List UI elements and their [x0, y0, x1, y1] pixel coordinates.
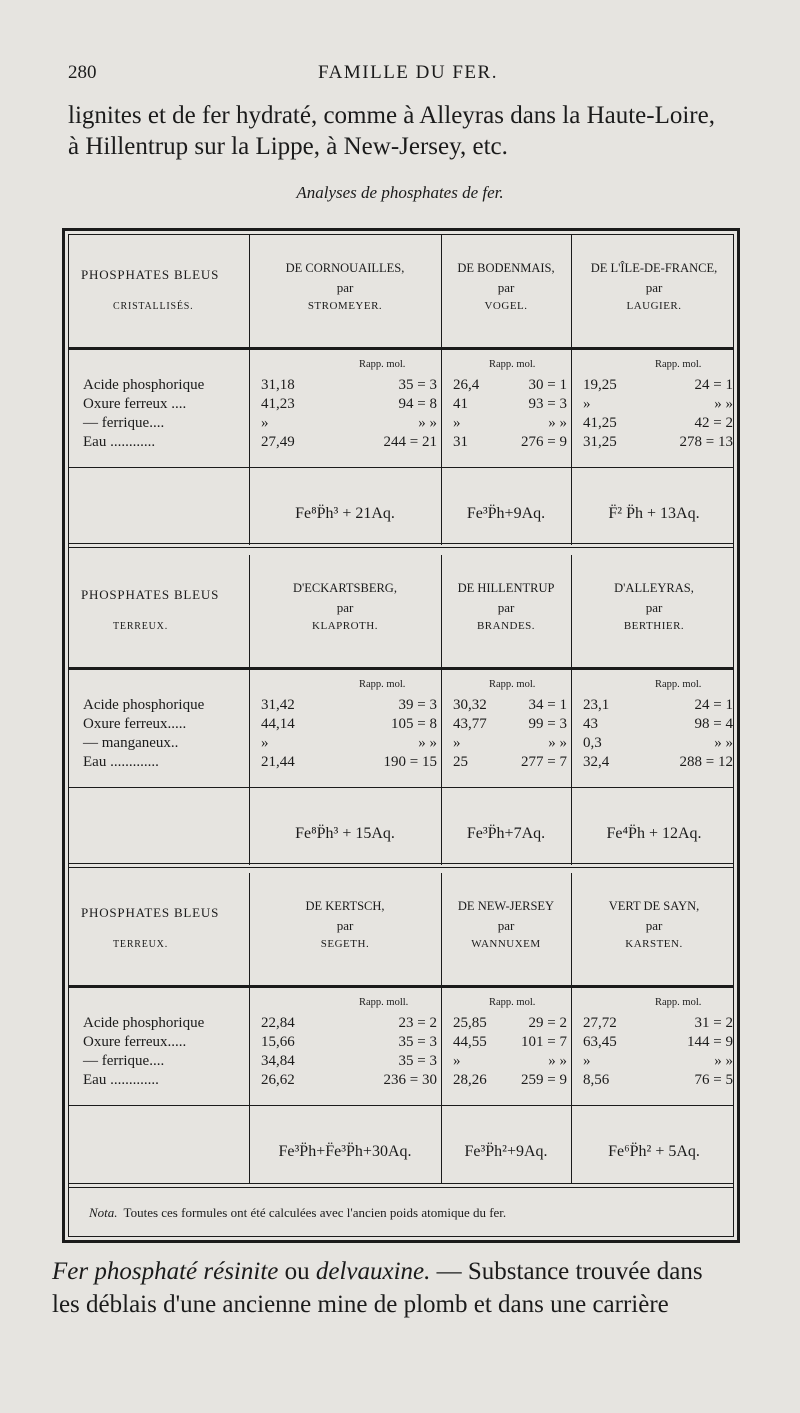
molecular-ratio: 101 = 7 — [521, 1034, 567, 1050]
molecular-ratio: 144 = 9 — [687, 1034, 733, 1050]
analysis-value: 27,72 — [583, 1015, 617, 1031]
analyses-table — [62, 228, 740, 1243]
analysis-value: 8,56 — [583, 1072, 610, 1088]
analysis-value: 25 — [453, 754, 468, 770]
analysis-value: 41 — [453, 396, 468, 412]
locality-header — [571, 259, 737, 316]
rapp-mol-header: Rapp. mol. — [489, 679, 536, 690]
analysis-value: 31,25 — [583, 434, 617, 450]
block-heading: PHOSPHATES BLEUS — [81, 267, 220, 282]
analysis-value: » — [453, 735, 461, 751]
molecular-ratio: 236 = 30 — [383, 1072, 437, 1088]
analysis-value: 22,84 — [261, 1015, 295, 1031]
analysis-value: » — [261, 415, 269, 431]
molecular-ratio: 276 = 9 — [521, 434, 567, 450]
table-block — [69, 235, 733, 545]
block-heading: PHOSPHATES BLEUS — [81, 905, 220, 920]
analyst-name: WANNUXEM — [471, 938, 541, 950]
analyst-name: BERTHIER. — [623, 620, 685, 632]
running-header — [68, 62, 740, 88]
analysis-value: 44,14 — [261, 716, 295, 732]
analyst-name: BRANDES. — [476, 620, 536, 632]
molecular-ratio: » » — [548, 735, 567, 751]
analysis-value: 32,4 — [583, 754, 610, 770]
molecular-ratio: » » — [714, 1053, 733, 1069]
block-heading: PHOSPHATES BLEUS — [81, 587, 220, 602]
formula: Fe⁸P̈h³ + 21Aq. — [295, 505, 395, 522]
row-label: Oxure ferreux .... — [83, 396, 187, 412]
molecular-ratio: » » — [418, 735, 437, 751]
molecular-ratio: 278 = 13 — [679, 434, 733, 450]
formula: F̈² P̈h + 13Aq. — [608, 505, 700, 522]
analysis-value: » — [583, 1053, 591, 1069]
molecular-ratio: 35 = 3 — [398, 377, 437, 393]
molecular-ratio: 29 = 2 — [528, 1015, 567, 1031]
formula: Fe⁴P̈h + 12Aq. — [606, 825, 702, 842]
analysis-value: 41,25 — [583, 415, 617, 431]
locality-name: DE BODENMAIS, — [457, 261, 555, 275]
conjunction: ou — [278, 1258, 316, 1285]
analysis-value: 43,77 — [453, 716, 487, 732]
row-label: Acide phosphorique — [83, 1015, 205, 1031]
row-label: Acide phosphorique — [83, 377, 205, 393]
analysis-value: 25,85 — [453, 1015, 487, 1031]
locality-name: DE L'ÎLE-DE-FRANCE, — [590, 261, 718, 275]
note-label: Nota. — [89, 1205, 118, 1220]
par-label: par — [336, 918, 354, 933]
analysis-value: 27,49 — [261, 434, 295, 450]
locality-name: VERT DE SAYN, — [608, 899, 700, 913]
analysis-value: 41,23 — [261, 396, 295, 412]
par-label: par — [336, 600, 354, 615]
par-label: par — [645, 280, 663, 295]
molecular-ratio: 93 = 3 — [528, 396, 567, 412]
rapp-mol-header: Rapp. moll. — [359, 997, 409, 1008]
analysis-value: » — [453, 1053, 461, 1069]
rapp-mol-header: Rapp. mol. — [655, 997, 702, 1008]
row-label: Eau ............ — [83, 434, 156, 450]
molecular-ratio: 190 = 15 — [383, 754, 437, 770]
mineral-name: Fer phosphaté résinite — [52, 1258, 279, 1285]
rapp-mol-header: Rapp. mol. — [655, 679, 702, 690]
analysis-value: 26,62 — [261, 1072, 295, 1088]
row-label: Eau ............. — [83, 1072, 159, 1088]
molecular-ratio: 35 = 3 — [398, 1034, 437, 1050]
table-block — [69, 555, 733, 865]
par-label: par — [645, 600, 663, 615]
analysis-value: 26,4 — [453, 377, 480, 393]
locality-header — [571, 897, 737, 954]
molecular-ratio: 39 = 3 — [398, 697, 437, 713]
par-label: par — [497, 600, 515, 615]
analyst-name: VOGEL. — [484, 300, 528, 312]
rapp-mol-header: Rapp. mol. — [489, 359, 536, 370]
rapp-mol-header: Rapp. mol. — [359, 679, 406, 690]
molecular-ratio: 76 = 5 — [694, 1072, 733, 1088]
formula: Fe⁶P̈h² + 5Aq. — [608, 1143, 700, 1160]
analysis-value: 0,3 — [583, 735, 602, 751]
analysis-value: 30,32 — [453, 697, 487, 713]
formula: Fe³P̈h+7Aq. — [466, 825, 546, 842]
row-label: Oxure ferreux..... — [83, 1034, 187, 1050]
locality-header — [249, 259, 441, 316]
analysis-value: 43 — [583, 716, 598, 732]
locality-name: DE CORNOUAILLES, — [285, 261, 405, 275]
row-label: — manganeux.. — [83, 735, 179, 751]
mineral-synonym: delvauxine. — [315, 1258, 431, 1285]
row-label: Acide phosphorique — [83, 697, 205, 713]
molecular-ratio: » » — [548, 1053, 567, 1069]
formula: Fe³P̈h+F̈e³P̈h+30Aq. — [278, 1143, 412, 1160]
analyst-name: KLAPROTH. — [312, 620, 378, 632]
section-rule — [69, 467, 733, 468]
analysis-value: 31,42 — [261, 697, 295, 713]
molecular-ratio: » » — [548, 415, 567, 431]
analysis-value: » — [583, 396, 591, 412]
molecular-ratio: 30 = 1 — [528, 377, 567, 393]
molecular-ratio: 259 = 9 — [521, 1072, 567, 1088]
header-rule — [69, 985, 733, 988]
molecular-ratio: » » — [418, 415, 437, 431]
block-subheading: TERREUX. — [113, 939, 169, 950]
section-rule — [69, 787, 733, 788]
analysis-value: 31 — [453, 434, 468, 450]
block-subheading: CRISTALLISÉS. — [113, 301, 194, 312]
analyst-name: STROMEYER. — [307, 300, 383, 312]
analysis-value: 28,26 — [453, 1072, 487, 1088]
molecular-ratio: 94 = 8 — [398, 396, 437, 412]
molecular-ratio: 34 = 1 — [528, 697, 567, 713]
locality-header — [441, 259, 571, 316]
analyst-name: SEGETH. — [320, 938, 370, 950]
analysis-value: 21,44 — [261, 754, 295, 770]
par-label: par — [497, 918, 515, 933]
locality-header — [441, 897, 571, 954]
continuation-paragraph — [52, 1255, 762, 1321]
molecular-ratio: 288 = 12 — [679, 754, 733, 770]
block-separator — [69, 543, 733, 548]
molecular-ratio: 98 = 4 — [694, 716, 733, 732]
rapp-mol-header: Rapp. mol. — [489, 997, 536, 1008]
analysis-value: 19,25 — [583, 377, 617, 393]
analysis-value: 31,18 — [261, 377, 295, 393]
locality-name: DE HILLENTRUP — [457, 581, 555, 595]
par-label: par — [336, 280, 354, 295]
header-rule — [69, 667, 733, 670]
chapter-title: FAMILLE DU FER. — [318, 62, 498, 83]
molecular-ratio: 24 = 1 — [694, 697, 733, 713]
header-rule — [69, 347, 733, 350]
formula: Fe⁸P̈h³ + 15Aq. — [295, 825, 395, 842]
molecular-ratio: 35 = 3 — [398, 1053, 437, 1069]
paragraph-line: les déblais d'une ancienne mine de plomb et dans une carrière — [52, 1291, 669, 1318]
table-inner-frame — [68, 234, 734, 1237]
rapp-mol-header: Rapp. mol. — [655, 359, 702, 370]
analysis-value: 63,45 — [583, 1034, 617, 1050]
molecular-ratio: 24 = 1 — [694, 377, 733, 393]
molecular-ratio: » » — [714, 396, 733, 412]
intro-paragraph — [68, 100, 758, 162]
note-separator — [69, 1183, 733, 1188]
molecular-ratio: 31 = 2 — [694, 1015, 733, 1031]
table-note — [89, 1205, 506, 1221]
block-separator — [69, 863, 733, 868]
molecular-ratio: » » — [714, 735, 733, 751]
locality-header — [571, 579, 737, 636]
par-label: par — [497, 280, 515, 295]
par-label: par — [645, 918, 663, 933]
table-block — [69, 873, 733, 1183]
molecular-ratio: 23 = 2 — [398, 1015, 437, 1031]
row-label: — ferrique.... — [83, 415, 165, 431]
molecular-ratio: 42 = 2 — [694, 415, 733, 431]
molecular-ratio: 105 = 8 — [391, 716, 437, 732]
section-rule — [69, 1105, 733, 1106]
analysis-value: 23,1 — [583, 697, 610, 713]
locality-name: DE KERTSCH, — [305, 899, 385, 913]
paragraph-text: — Substance trouvée dans — [430, 1258, 703, 1285]
locality-header — [249, 579, 441, 636]
molecular-ratio: 99 = 3 — [528, 716, 567, 732]
note-text: Toutes ces formules ont été calculées avec l'ancien poids atomique du fer. — [123, 1205, 507, 1220]
block-subheading: TERREUX. — [113, 621, 169, 632]
analyst-name: KARSTEN. — [625, 938, 683, 950]
row-label: Oxure ferreux..... — [83, 716, 187, 732]
locality-name: DE NEW-JERSEY — [457, 899, 555, 913]
intro-line: à Hillentrup sur la Lippe, à New-Jersey, etc. — [68, 133, 508, 160]
row-label: — ferrique.... — [83, 1053, 165, 1069]
locality-name: D'ALLEYRAS, — [614, 581, 694, 595]
analysis-value: 44,55 — [453, 1034, 487, 1050]
analysis-value: 34,84 — [261, 1053, 295, 1069]
molecular-ratio: 244 = 21 — [383, 434, 437, 450]
page-number: 280 — [68, 62, 97, 83]
locality-header — [441, 579, 571, 636]
formula: Fe³P̈h+9Aq. — [466, 505, 546, 522]
formula: Fe³P̈h²+9Aq. — [464, 1143, 548, 1160]
molecular-ratio: 277 = 7 — [521, 754, 567, 770]
row-label: Eau ............. — [83, 754, 159, 770]
table-caption: Analyses de phosphates de fer. — [296, 183, 504, 202]
rapp-mol-header: Rapp. mol. — [359, 359, 406, 370]
locality-header — [249, 897, 441, 954]
analysis-value: » — [261, 735, 269, 751]
analyst-name: LAUGIER. — [626, 300, 682, 312]
locality-name: D'ECKARTSBERG, — [293, 581, 397, 595]
analysis-value: » — [453, 415, 461, 431]
intro-line: lignites et de fer hydraté, comme à Alleyras dans la Haute-Loire, — [68, 102, 715, 129]
analysis-value: 15,66 — [261, 1034, 295, 1050]
